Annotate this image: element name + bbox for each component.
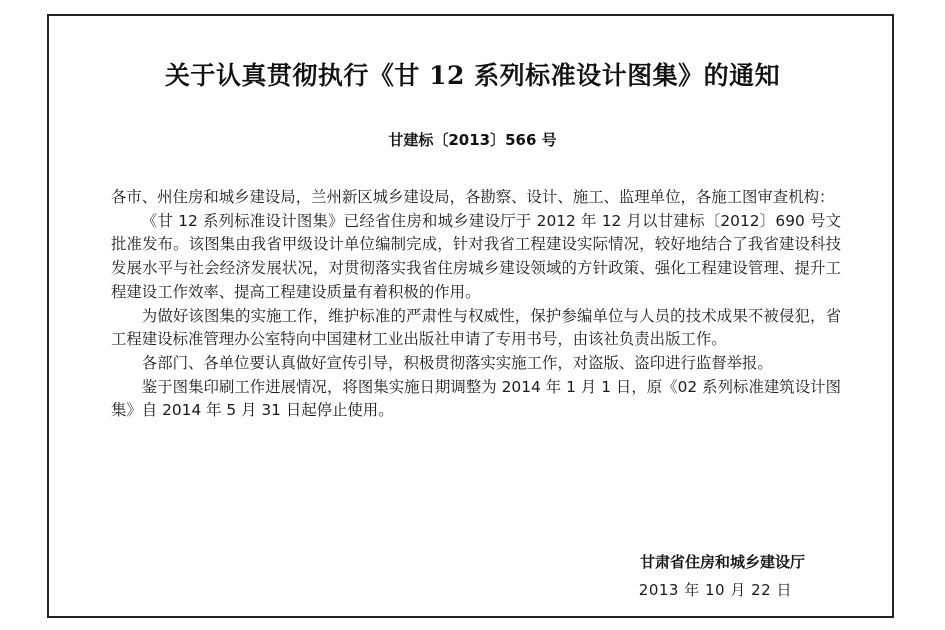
- salutation: 各市、州住房和城乡建设局，兰州新区城乡建设局，各勘察、设计、施工、监理单位，各施工图审查机构：: [111, 188, 835, 206]
- notice-title: 关于认真贯彻执行《甘 12 系列标准设计图集》的通知: [164, 61, 781, 90]
- paragraph-4: 鉴于图集印刷工作进展情况，将图集实施日期调整为 2014 年 1 月 1 日，原《02 系列标准建筑设计图集》自 2014 年 5 月 31 日起停止使用。: [111, 377, 841, 420]
- issuing-authority: 甘肃省住房和城乡建设厅: [639, 553, 805, 571]
- notice-body: [111, 186, 841, 423]
- paragraph-1: 《甘 12 系列标准设计图集》已经省住房和城乡建设厅于 2012 年 12 月以甘建标〔2012〕690 号文批准发布。该图集由我省甲级设计单位编制完成，针对我省工程建设实际情况，较好地结合了我省建设科技发展水平与社会经济发展状况，对贯彻落实我省住房城乡建设领域的方针政策、强化工程建设管理、提升工程建设工作效率、提高工程建设质量有着积极的作用。: [111, 211, 841, 301]
- paragraph-2: 为做好该图集的实施工作，维护标准的严肃性与权威性，保护参编单位与人员的技术成果不被侵犯，省工程建设标准管理办公室特向中国建材工业出版社申请了专用书号，由该社负责出版工作。: [111, 306, 841, 349]
- issue-date: 2013 年 10 月 22 日: [638, 581, 792, 599]
- document-number: 甘建标〔2013〕566 号: [388, 131, 557, 149]
- paragraph-3: 各部门、各单位要认真做好宣传引导，积极贯彻落实实施工作，对盗版、盗印进行监督举报。: [141, 353, 773, 372]
